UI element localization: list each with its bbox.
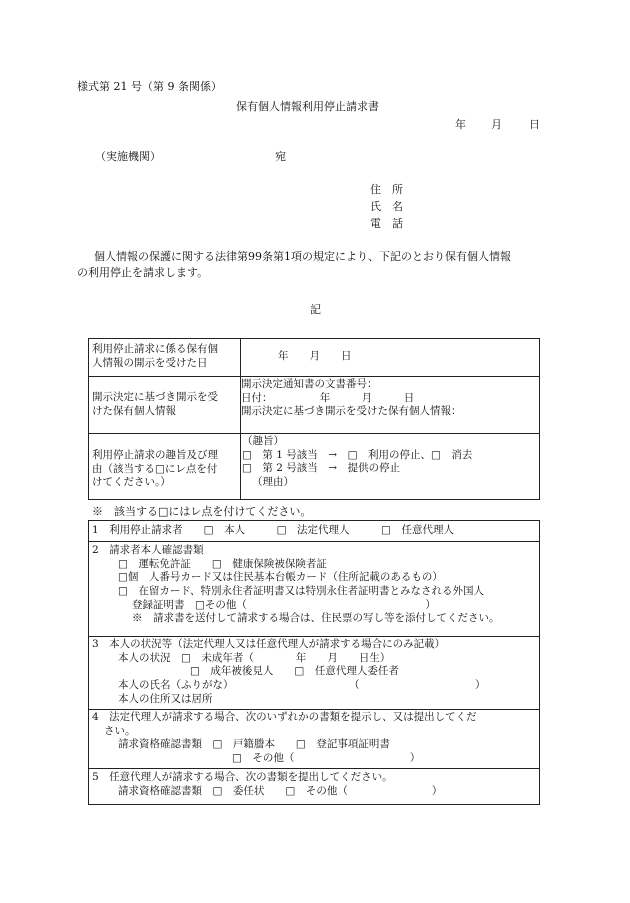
section-divider xyxy=(88,768,540,769)
date-year-label: 年 xyxy=(455,118,466,131)
section-2-id-documents[interactable]: 2 請求者本人確認書類 □ 運転免許証 □ 健康保険被保険者証 □個 人番号カード又は住民基本台帳カード（住所記載のあるもの） □ 在留カード、特別永住者証明書又は特別永住者証明書とみなされる外国人 登録証明書 □その他（ ） ※ 請求書を送付して請求する場合は、住民票の写し等を添付してください。 xyxy=(92,544,500,625)
notice-date-field: 日付： 年 月 日 xyxy=(241,391,415,404)
date-day-label: 日 xyxy=(529,118,540,131)
reason-heading: （理由） xyxy=(252,475,294,488)
phone-label: 電 話 xyxy=(370,217,403,230)
section-4-legal-agent-documents[interactable]: 4 法定代理人が請求する場合、次のいずれかの書類を提示し、又は提出してくだ さい。 請求資格確認書類 □ 戸籍謄本 □ 登記事項証明書 □ その他（ ） xyxy=(92,711,477,764)
section-divider xyxy=(88,709,540,710)
intro-text-line2: の利用停止を請求します。 xyxy=(77,266,209,279)
form-number: 様式第 21 号（第 9 条関係） xyxy=(77,80,222,93)
purpose-reason-fields[interactable] xyxy=(242,435,472,490)
section-3-principal-status[interactable]: 3 本人の状況等（法定代理人又は任意代理人が請求する場合にのみ記載） 本人の状況 □ 未成年者（ 年 月 日生） □ 成年被後見人 □ 任意代理人委任者 本人の氏名（ふりがな） （ ） 本人の住所又は居所 xyxy=(92,638,486,705)
notice-number-field: 開示決定通知書の文書番号： xyxy=(241,378,378,390)
address-label: 住 所 xyxy=(370,183,403,196)
section-divider xyxy=(88,541,540,542)
disclosed-info-fields[interactable] xyxy=(241,378,462,419)
disclosure-date-label: 利用停止請求に係る保有個 人情報の開示を受けた日 xyxy=(92,343,218,369)
table-row-divider xyxy=(88,433,540,434)
disclosed-info-field: 開示決定に基づき開示を受けた保有個人情報： xyxy=(241,405,462,418)
ki-label: 記 xyxy=(310,303,321,316)
table-column-divider xyxy=(240,338,241,500)
table-row-divider xyxy=(88,376,540,377)
section-divider xyxy=(88,636,540,637)
addressee-suffix: 宛 xyxy=(275,150,286,163)
disclosed-info-label: 開示決定に基づき開示を受 けた保有個人情報 xyxy=(92,391,218,417)
date-month-label: 月 xyxy=(491,118,502,131)
purpose-option-1: □ 第 1 号該当 → □ 利用の停止、□ 消去 xyxy=(242,448,473,461)
purpose-reason-label: 利用停止請求の趣旨及び理 由（該当する□にレ点を付 けてください。） xyxy=(92,449,218,489)
section-5-voluntary-agent-documents[interactable]: 5 任意代理人が請求する場合、次の書類を提出してください。 請求資格確認書類 □ 委任状 □ その他（ ） xyxy=(92,771,443,797)
checkbox-note: ※ 該当する□にはレ点を付けてください。 xyxy=(92,505,312,518)
purpose-heading: （趣旨） xyxy=(242,435,284,447)
disclosure-date-value[interactable]: 年 月 日 xyxy=(278,350,352,362)
purpose-option-2: □ 第 2 号該当 → 提供の停止 xyxy=(242,462,401,475)
agency-label: （実施機関） xyxy=(95,150,161,163)
document-title: 保有個人情報利用停止請求書 xyxy=(236,100,379,113)
intro-text-line1: 個人情報の保護に関する法律第99条第1項の規定により、下記のとおり保有個人情報 xyxy=(94,250,511,263)
section-1-requester-type[interactable]: 1 利用停止請求者 □ 本人 □ 法定代理人 □ 任意代理人 xyxy=(92,524,454,536)
requester-name-label: 氏 名 xyxy=(370,200,403,213)
